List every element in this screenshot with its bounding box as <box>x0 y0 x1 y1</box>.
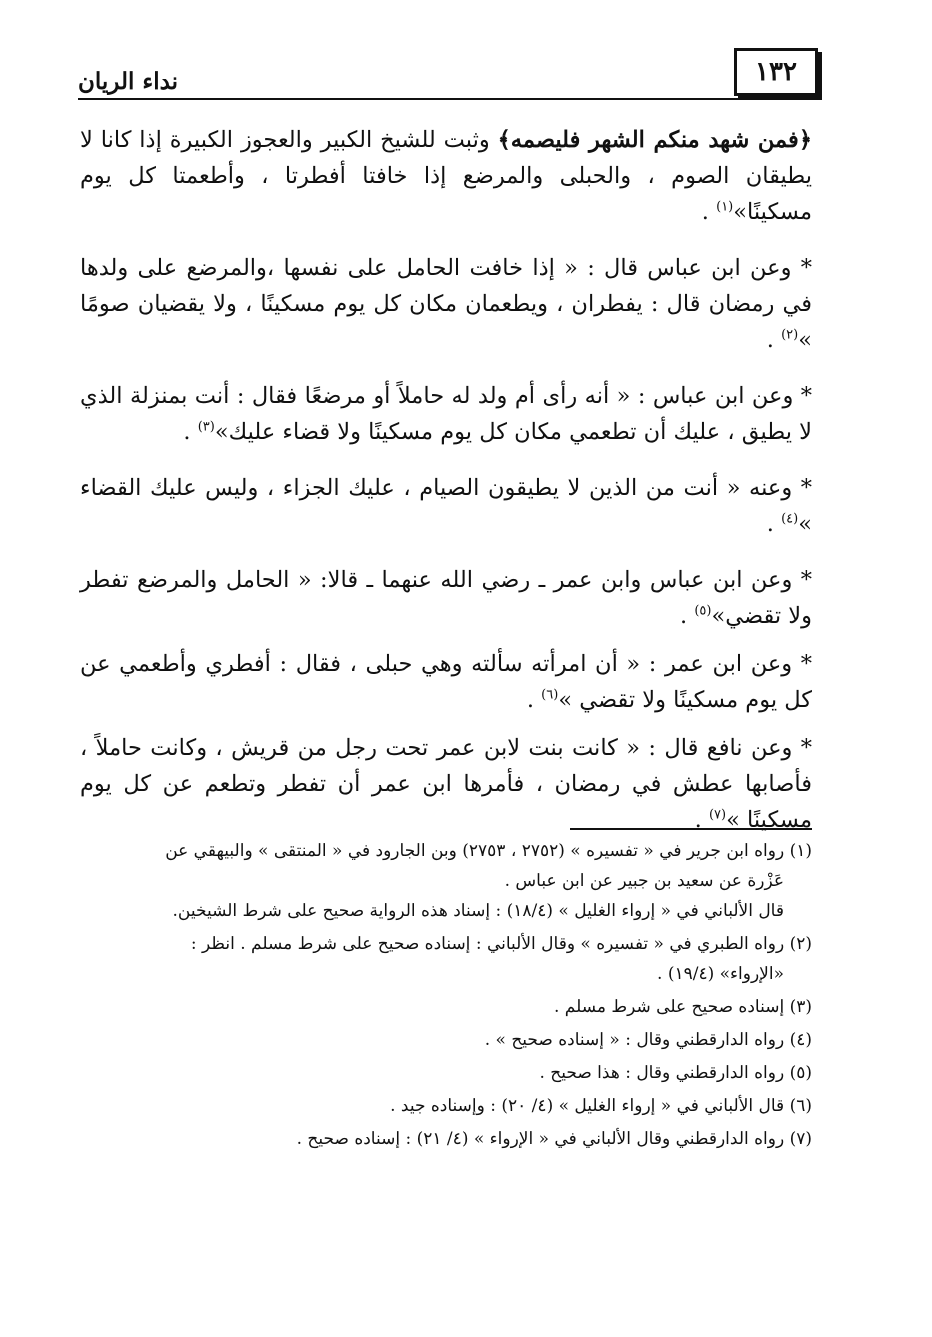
verse-close-bracket: ﴾ <box>497 127 511 153</box>
footnote-ref-4: (٤) <box>781 511 799 527</box>
footnote-ref-2: (٢) <box>781 327 799 343</box>
footnote-1-line-3: قال الألباني في « إرواء الغليل » (١٨/٤) : إسناد هذه الرواية صحيح على شرط الشيخين. <box>172 901 784 921</box>
footnote-ref-1: (١) <box>716 199 734 215</box>
paragraph-7-end: . <box>694 807 709 833</box>
footnote-4: (٤) رواه الدارقطني وقال : « إسناده صحيح » . <box>484 1030 812 1050</box>
paragraph-3 <box>80 378 812 450</box>
footnote-1-line-1: (١) رواه ابن جرير في « تفسيره » (٢٧٥٢ ، ٢٧٥٣) وبن الجارود في « المنتقى » والبيهقي عن <box>165 841 812 861</box>
footnote-5: (٥) رواه الدارقطني وقال : هذا صحيح . <box>539 1063 812 1083</box>
footnote-2-line-2: «الإرواء» (١٩/٤) . <box>657 964 784 984</box>
paragraph-7 <box>80 730 812 838</box>
paragraph-1-text: وثبت للشيخ الكبير والعجوز الكبيرة إذا كانا لا يطيقان الصوم ، والحبلى والمرضع إذا خافتا أفطرتا ، وأطعمتا كل يوم مسكينًا» <box>80 127 812 225</box>
page-header <box>78 48 818 100</box>
paragraph-4-end: . <box>766 511 782 537</box>
paragraph-6-end: . <box>526 687 542 713</box>
paragraph-2 <box>80 250 812 358</box>
paragraph-4-text: * وعنه « أنت من الذين لا يطيقون الصيام ، عليك الجزاء ، وليس عليك القضاء » <box>80 475 812 537</box>
footnote-ref-6: (٦) <box>541 687 559 703</box>
footnotes <box>80 836 812 1157</box>
quran-verse: فمن شهد منكم الشهر فليصمه <box>510 127 799 153</box>
footnote-1-line-2: عَزْرة عن سعيد بن جبير عن ابن عباس . <box>504 871 784 891</box>
paragraph-2-text: * وعن ابن عباس قال : « إذا خافت الحامل على نفسها ،والمرضع على ولدها في رمضان قال : يفطران ، ويطعمان مكان كل يوم مسكينًا ، ولا يقضيان صومًا » <box>80 255 812 353</box>
paragraph-2-end: . <box>766 327 782 353</box>
paragraph-3-text: * وعن ابن عباس : « أنه رأى أم ولد له حاملاً أو مرضعًا فقال : أنت بمنزلة الذي لا يطيق ، عليك أن تطعمي مكان كل يوم مسكينًا ولا قضاء عليك» <box>80 383 812 445</box>
footnote-2-line-1: (٢) رواه الطبري في « تفسيره » وقال الألباني : إسناده صحيح على شرط مسلم . انظر : <box>190 934 812 954</box>
footnote-2 <box>80 929 812 989</box>
paragraph-3-end: . <box>183 419 198 445</box>
paragraph-1 <box>80 122 812 230</box>
footnote-ref-5: (٥) <box>694 603 712 619</box>
footnote-ref-3: (٣) <box>197 419 215 435</box>
footnote-6: (٦) قال الألباني في « إرواء الغليل » (٤/ ٢٠) : وإسناده جيد . <box>390 1096 812 1116</box>
page-number: ١٣٢ <box>734 48 818 96</box>
running-title: نداء الريان <box>78 68 179 95</box>
paragraph-4 <box>80 470 812 542</box>
paragraph-6-text: * وعن ابن عمر : « أن امرأته سألته وهي حبلى ، فقال : أفطري وأطعمي عن كل يوم مسكينًا ولا تقضي » <box>80 651 812 713</box>
footnote-ref-7: (٧) <box>708 807 727 823</box>
footnote-separator <box>570 828 812 830</box>
paragraph-6 <box>80 646 812 718</box>
paragraph-5-end: . <box>680 603 695 629</box>
footnote-1 <box>80 836 812 926</box>
paragraph-1-end: . <box>701 199 717 225</box>
paragraph-5-text: * وعن ابن عباس وابن عمر ـ رضي الله عنهما ـ قالا: « الحامل والمرضع تفطر ولا تقضي» <box>80 567 812 629</box>
footnote-7: (٧) رواه الدارقطني وقال الألباني في « الإرواء » (٤/ ٢١) : إسناده صحيح . <box>296 1129 812 1149</box>
paragraph-5 <box>80 562 812 634</box>
verse-open-bracket: ﴿ <box>798 127 813 153</box>
header-rule <box>78 98 818 100</box>
footnote-3: (٣) إسناده صحيح على شرط مسلم . <box>553 997 812 1017</box>
main-text <box>80 122 812 850</box>
paragraph-7-text: * وعن نافع قال : « كانت بنت لابن عمر تحت رجل من قريش ، وكانت حاملاً ، فأصابها عطش في رمضان ، فأمرها ابن عمر أن تفطر وتطعم عن كل يوم مسكينًا » <box>80 735 812 833</box>
